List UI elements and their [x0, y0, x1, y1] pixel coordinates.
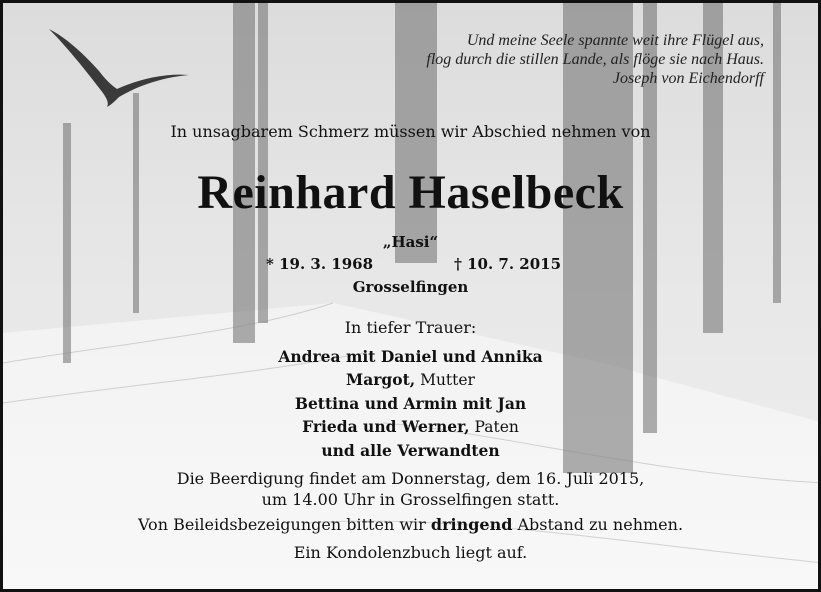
- poem-author: Joseph von Eichendorff: [612, 70, 764, 87]
- death-date: † 10. 7. 2015: [454, 255, 562, 273]
- condolence-text-end: Abstand zu nehmen.: [512, 515, 684, 534]
- mourner-line: Bettina und Armin mit Jan: [294, 394, 527, 413]
- mourners-list: [3, 345, 818, 462]
- mourner-line: [3, 368, 818, 392]
- mourner-name: Frieda und Werner,: [302, 417, 470, 436]
- poem-quote: [426, 31, 764, 88]
- poem-line-1: Und meine Seele spannte weit ihre Flügel aus,: [466, 32, 764, 49]
- mourner-line: [3, 415, 818, 439]
- mourner-line: und alle Verwandten: [321, 441, 500, 460]
- condolence-book-note: Ein Kondolenzbuch liegt auf.: [293, 543, 528, 562]
- hometown: Grosselfingen: [352, 278, 469, 296]
- mourner-role: Paten: [469, 418, 519, 436]
- funeral-line-1: Die Beerdigung findet am Donnerstag, dem 16. Juli 2015,: [176, 469, 645, 488]
- birth-date: * 19. 3. 1968: [266, 255, 374, 273]
- condolence-emphasis: dringend: [430, 515, 513, 534]
- mourning-heading: In tiefer Trauer:: [344, 318, 477, 337]
- condolence-text: Von Beileidsbezeigungen bitten wir: [137, 515, 431, 534]
- mourner-role: Mutter: [415, 371, 475, 389]
- funeral-info: [3, 468, 818, 510]
- mourner-name: Margot,: [346, 370, 416, 389]
- life-dates: [3, 255, 818, 275]
- condolence-request: [3, 515, 818, 534]
- poem-line-2: flog durch die stillen Lande, als flöge sie nach Haus.: [426, 51, 764, 68]
- intro-text: In unsagbarem Schmerz müssen wir Abschied nehmen von: [170, 122, 651, 141]
- mourner-line: Andrea mit Daniel und Annika: [278, 347, 543, 366]
- deceased-nickname: „Hasi“: [382, 233, 439, 251]
- deceased-name: Reinhard Haselbeck: [197, 166, 624, 219]
- funeral-line-2: um 14.00 Uhr in Grosselfingen statt.: [261, 490, 560, 509]
